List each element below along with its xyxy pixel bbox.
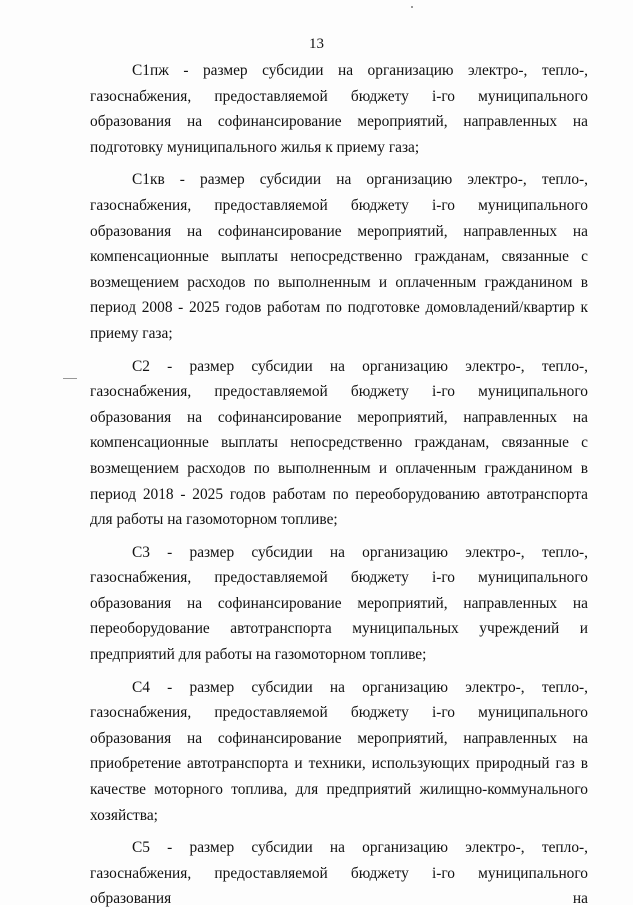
document-body [90,58,588,919]
paragraph-c2: С2 - размер субсидии на организацию электро-, тепло-, газоснабжения, предоставляемой бюджету i-го муниципального образования на софинансирование мероприятий, направленных на компенсационные выплаты непосредственно гражданам, связанные с возмещением расходов по выполненным и оплаченным гражданином в период 2018 - 2025 годов работам по переоборудованию автотранспорта для работы на газомоторном топливе; [90,357,588,529]
paragraph-c4: С4 - размер субсидии на организацию электро-, тепло-, газоснабжения, предоставляемой бюджету i-го муниципального образования на софинансирование мероприятий, направленных на приобретение автотранспорта и техники, использующих природный газ в качестве моторного топлива, для предприятий жилищно-коммунального хозяйства; [90,678,588,824]
paragraph-c1pzh: С1пж - размер субсидии на организацию электро-, тепло-, газоснабжения, предоставляемой бюджету i-го муниципального образования на софинансирование мероприятий, направленных на подготовку муниципального жилья к приему газа; [90,62,588,156]
scan-speck [63,378,77,379]
scan-speck [411,6,413,8]
paragraph-c5: С5 - размер субсидии на организацию электро-, тепло-, газоснабжения, предоставляемой бюджету i-го муниципального образования на [90,839,588,908]
page-number: 13 [309,36,324,52]
paragraph-c3: С3 - размер субсидии на организацию электро-, тепло-, газоснабжения, предоставляемой бюджету i-го муниципального образования на софинансирование мероприятий, направленных на переоборудование автотранспорта муниципальных учреждений и предприятий для работы на газомоторном топливе; [90,543,588,664]
paragraph-c1kv: С1кв - размер субсидии на организацию электро-, тепло-, газоснабжения, предоставляемой бюджету i-го муниципального образования на софинансирование мероприятий, направленных на компенсационные выплаты непосредственно гражданам, связанные с возмещением расходов по выполненным и оплаченным гражданином в период 2008 - 2025 годов работам по подготовке домовладений/квартир к приему газа; [90,171,588,342]
